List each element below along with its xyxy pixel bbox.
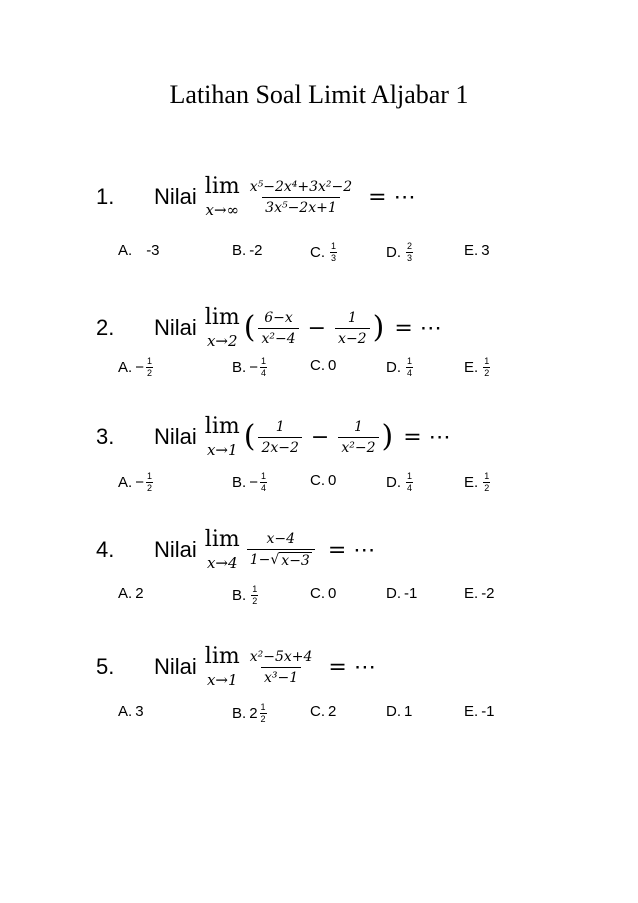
nilai-label: Nilai [154,184,197,209]
equals-ellipsis: = ⋯ [394,315,442,341]
option-fraction [330,242,337,263]
question-number: 3. [96,424,115,449]
option-label: D. [386,474,401,491]
fraction-numerator: 1 [146,471,152,481]
nilai-label: Nilai [154,537,197,562]
answer-option [386,585,417,602]
fraction [338,419,378,456]
question-number: 1. [96,184,115,209]
limit-operator [205,646,240,688]
denominator: 𝑥²−4 [258,328,298,347]
option-label: D. [386,585,401,602]
option-label: A. [118,242,133,259]
answer-option [118,472,153,493]
answer-option [464,357,490,378]
option-label: B. [232,587,247,604]
fraction-numerator: 1 [252,584,258,594]
option-label: E. [464,474,479,491]
option-label: B. [232,705,247,722]
minus-sign: − [307,315,327,341]
option-label: E. [464,359,479,376]
nilai-label: Nilai [154,654,197,679]
answer-option [310,585,336,602]
fraction-denominator: 2 [146,368,152,378]
square-root [270,552,311,569]
option-sign: − [135,474,144,491]
options-4 [0,585,638,611]
answer-option [118,357,153,378]
right-paren: ) [381,419,394,454]
option-value: 0 [328,585,337,602]
option-fraction [146,472,153,493]
option-sign: − [249,359,258,376]
question-number: 2. [96,315,115,340]
lim-word: lim [204,305,240,330]
option-fraction [483,472,490,493]
option-value: 3 [481,242,490,259]
option-value: 0 [328,472,337,489]
option-value: -1 [481,703,495,720]
question-3 [96,412,451,462]
option-label: D. [386,703,401,720]
denominator-prefix: 1− [249,552,271,568]
option-label: A. [118,359,133,376]
answer-option [310,357,336,374]
fraction-denominator: 4 [407,368,413,378]
option-value: -2 [249,242,263,259]
fraction-numerator: 1 [260,471,266,481]
option-fraction [483,357,490,378]
option-label: B. [232,242,247,259]
lim-subscript: 𝑥→1 [206,441,238,459]
fraction [247,179,355,216]
option-value: 3 [135,703,144,720]
option-value: 2 [135,585,144,602]
limit-operator [205,176,240,218]
options-2 [0,357,638,383]
answer-option [310,703,336,720]
numerator: 1 [275,418,285,435]
fraction-denominator: 2 [252,596,258,606]
fraction-numerator: 1 [484,471,490,481]
question-number: 4. [96,537,115,562]
answer-option [386,242,413,263]
option-label: C. [310,585,325,602]
fraction-numerator: 1 [484,356,490,366]
option-label: C. [310,244,325,261]
fraction-numerator: 1 [260,702,266,712]
option-value: 0 [328,357,337,374]
fraction [247,649,316,686]
numerator: 1 [353,418,363,435]
fraction-denominator: 4 [260,368,266,378]
answer-option [386,472,413,493]
fraction-numerator: 1 [407,471,413,481]
equals-ellipsis: = ⋯ [368,184,416,210]
answer-option [118,585,144,602]
option-fraction [260,703,267,724]
fraction-numerator: 2 [407,241,413,251]
denominator: 𝑥−2 [335,328,370,347]
left-paren: ( [243,419,256,454]
nilai-label: Nilai [154,424,197,449]
options-1 [0,242,638,268]
fraction [258,419,301,456]
lim-word: lim [204,644,240,669]
answer-option [232,357,267,378]
option-fraction [260,472,267,493]
fraction [258,310,298,347]
answer-option [232,242,263,259]
nilai-label: Nilai [154,315,197,340]
answer-option [464,585,495,602]
options-3 [0,472,638,498]
limit-operator [205,529,240,571]
answer-option [118,242,160,259]
option-value: 2 [249,705,258,722]
fraction-denominator: 3 [407,253,413,263]
denominator [247,549,315,569]
option-fraction [406,242,413,263]
option-fraction [406,472,413,493]
option-fraction [406,357,413,378]
option-fraction [146,357,153,378]
option-label: E. [464,703,479,720]
option-sign: − [135,359,144,376]
answer-option [232,585,258,606]
lim-subscript: 𝑥→2 [206,332,238,350]
answer-option [464,703,495,720]
answer-option [386,703,412,720]
answer-option [464,472,490,493]
lim-subscript: 𝑥→1 [206,671,238,689]
option-label: A. [118,474,133,491]
denominator: 3𝑥⁵−2𝑥+1 [262,197,340,216]
minus-sign: − [310,424,330,450]
question-5 [96,642,376,692]
option-label: A. [118,585,133,602]
option-value: -1 [404,585,418,602]
left-paren: ( [243,310,256,345]
question-2 [96,303,442,353]
answer-option [464,242,490,259]
answer-option [232,472,267,493]
option-label: B. [232,474,247,491]
answer-option [118,703,144,720]
numerator: 𝑥−4 [266,531,296,547]
equals-ellipsis: = ⋯ [328,654,376,680]
option-value: 2 [328,703,337,720]
lim-word: lim [204,414,240,439]
option-label: D. [386,359,401,376]
fraction-numerator: 1 [260,356,266,366]
fraction-numerator: 1 [146,356,152,366]
fraction [335,310,370,347]
limit-operator [205,307,240,349]
option-fraction [251,585,258,606]
fraction-numerator: 1 [407,356,413,366]
lim-subscript: 𝑥→4 [206,554,238,572]
equals-ellipsis: = ⋯ [403,424,451,450]
question-number: 5. [96,654,115,679]
fraction-denominator: 4 [260,483,266,493]
answer-option [386,357,413,378]
denominator: 𝑥²−2 [338,437,378,456]
fraction-denominator: 3 [331,253,337,263]
option-label: E. [464,242,479,259]
lim-word: lim [204,174,240,199]
option-fraction [260,357,267,378]
radical-sign: √ [270,552,280,568]
fraction-numerator: 1 [331,241,337,251]
limit-operator [205,416,240,458]
numerator: 𝑥⁵−2𝑥⁴+3𝑥²−2 [249,178,353,195]
page-title: Latihan Soal Limit Aljabar 1 [169,80,469,109]
option-label: C. [310,472,325,489]
fraction-denominator: 2 [260,714,266,724]
right-paren: ) [372,310,385,345]
option-value: -3 [146,242,160,259]
fraction-denominator: 2 [484,483,490,493]
numerator: 6−𝑥 [264,309,293,326]
option-label: A. [118,703,133,720]
fraction-denominator: 2 [484,368,490,378]
lim-subscript: 𝑥→∞ [205,201,240,219]
answer-option [310,472,336,489]
option-label: E. [464,585,479,602]
answer-option [232,703,267,724]
option-label: B. [232,359,247,376]
question-4 [96,525,375,575]
numerator: 1 [347,309,357,326]
denominator: 𝑥³−1 [261,667,301,686]
option-value: 1 [404,703,413,720]
equals-ellipsis: = ⋯ [327,537,376,563]
question-1 [96,172,416,222]
option-label: C. [310,357,325,374]
denominator: 2𝑥−2 [258,437,301,456]
fraction [247,531,315,569]
option-sign: − [249,474,258,491]
options-5 [0,703,638,729]
radicand: 𝑥−3 [281,553,310,569]
fraction-denominator: 2 [146,483,152,493]
answer-option [310,242,337,263]
option-label: D. [386,244,401,261]
lim-word: lim [204,527,240,552]
option-value: -2 [481,585,495,602]
fraction-denominator: 4 [407,483,413,493]
option-label: C. [310,703,325,720]
numerator: 𝑥²−5𝑥+4 [249,648,313,665]
